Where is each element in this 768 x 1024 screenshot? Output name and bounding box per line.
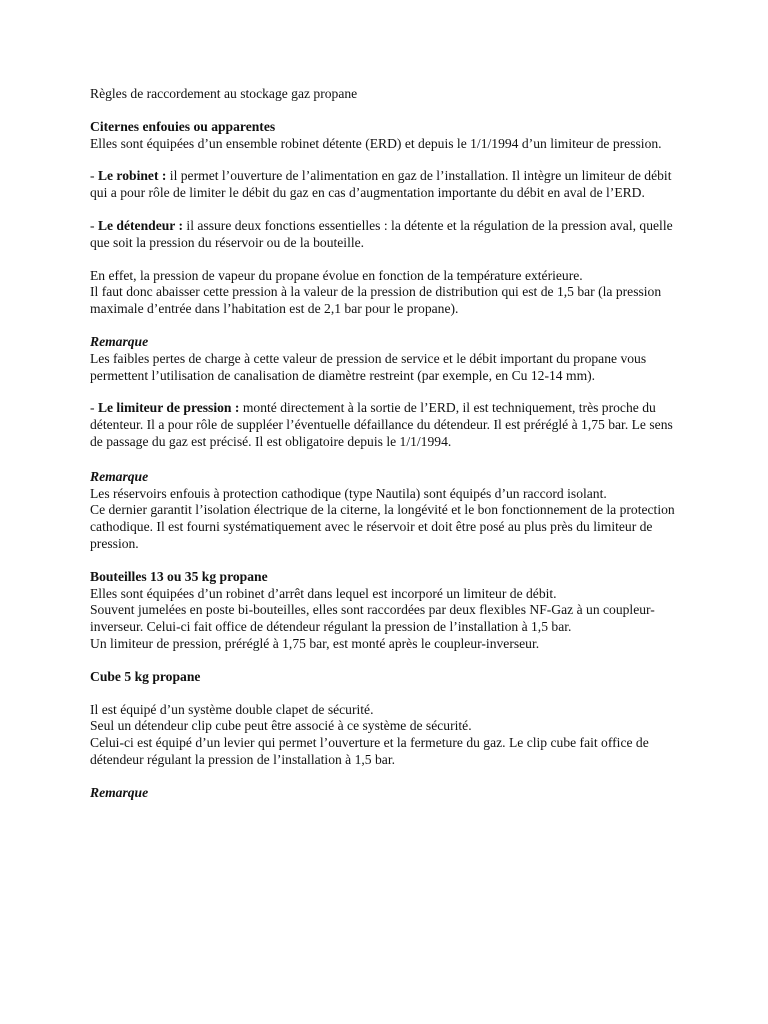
remark-label: Remarque (90, 784, 149, 800)
robinet-text: il permet l’ouverture de l’alimentation en gaz de l’installation. Il intègre un limiteur de débit qui a pour rôle de limiter le débit du gaz en cas d’augmentation importante du débit en aval de l’ERD. (90, 168, 672, 201)
paragraph-detendeur (90, 218, 686, 252)
remark-2-line-1: Les réservoirs enfouis à protection cathodique (type Nautila) sont équipés d’un raccord isolant. (90, 485, 607, 501)
bouteilles-p3: Un limiteur de pression, préréglé à 1,75 bar, est monté après le coupleur-inverseur. (90, 635, 540, 651)
paragraph-robinet (90, 168, 686, 202)
section-heading-bouteilles: Bouteilles 13 ou 35 kg propane (90, 568, 268, 584)
document-title: Règles de raccordement au stockage gaz propane (90, 86, 358, 101)
limiteur-text: monté directement à la sortie de l’ERD, il est techniquement, très proche du détenteur. Il a pour rôle de suppléer l’éventuelle défaillance du détendeur. Il est préréglé à 1,75 bar. Le sens de passage du gaz est précisé. Il est obligatoire depuis le 1/1/1994. (90, 400, 673, 449)
limiteur-lead: Le limiteur de pression : (97, 400, 240, 416)
section-bouteilles (90, 569, 686, 653)
bouteilles-p1: Elles sont équipées d’un robinet d’arrêt dans lequel est incorporé un limiteur de débit. (90, 585, 557, 601)
dash: - (90, 168, 98, 184)
section-citernes (90, 119, 686, 153)
remark-2-line-2: Ce dernier garantit l’isolation électrique de la citerne, la longévité et le bon fonctionnement de la protection cathodique. Il est fourni systématiquement avec le réservoir et doit être posé au plus près du limiteur de pression. (90, 502, 675, 551)
en-effet-line-1: En effet, la pression de vapeur du propane évolue en fonction de la température extérieure. (90, 267, 583, 283)
dash: - (90, 217, 98, 233)
cube-p3: Celui-ci est équipé d’un levier qui permet l’ouverture et la fermeture du gaz. Le clip cube fait office de détendeur régulant la pression de l’installation à 1,5 bar. (90, 735, 649, 767)
remark-3 (90, 785, 686, 802)
citernes-intro: Elles sont équipées d’un ensemble robinet détente (ERD) et depuis le 1/1/1994 d’un limiteur de pression. (90, 135, 662, 151)
section-heading-cube (90, 669, 686, 686)
robinet-lead: Le robinet : (97, 168, 167, 184)
detendeur-text: il assure deux fonctions essentielles : la détente et la régulation de la pression aval, quelle que soit la pression du réservoir ou de la bouteille. (90, 217, 673, 250)
remark-1 (90, 334, 686, 384)
section-heading-citernes: Citernes enfouies ou apparentes (90, 118, 276, 134)
bouteilles-p2: Souvent jumelées en poste bi-bouteilles, elles sont raccordées par deux flexibles NF-Gaz à un coupleur-inverseur. Celui-ci fait office de détendeur régulant la pression de l’installation à 1,5 bar. (90, 602, 655, 635)
dash: - (90, 400, 98, 416)
section-cube (90, 702, 686, 769)
paragraph-en-effet (90, 268, 686, 318)
paragraph-limiteur (90, 400, 686, 450)
remark-label: Remarque (90, 333, 149, 349)
remark-2 (90, 469, 686, 553)
detendeur-lead: Le détendeur : (97, 217, 184, 233)
remark-1-text: Les faibles pertes de charge à cette valeur de pression de service et le débit important du propane vous permettent l’utilisation de canalisation de diamètre restreint (par exemple, en Cu 12-14 mm). (90, 350, 647, 383)
cube-p2: Seul un détendeur clip cube peut être associé à ce système de sécurité. (90, 718, 472, 734)
cube-p1: Il est équipé d’un système double clapet de sécurité. (90, 701, 374, 717)
remark-label: Remarque (90, 468, 149, 484)
en-effet-line-2: Il faut donc abaisser cette pression à la valeur de la pression de distribution qui est de 1,5 bar (la pression maximale d’entrée dans l’habitation est de 2,1 bar pour le propane). (90, 284, 662, 317)
cube-heading: Cube 5 kg propane (90, 668, 201, 684)
